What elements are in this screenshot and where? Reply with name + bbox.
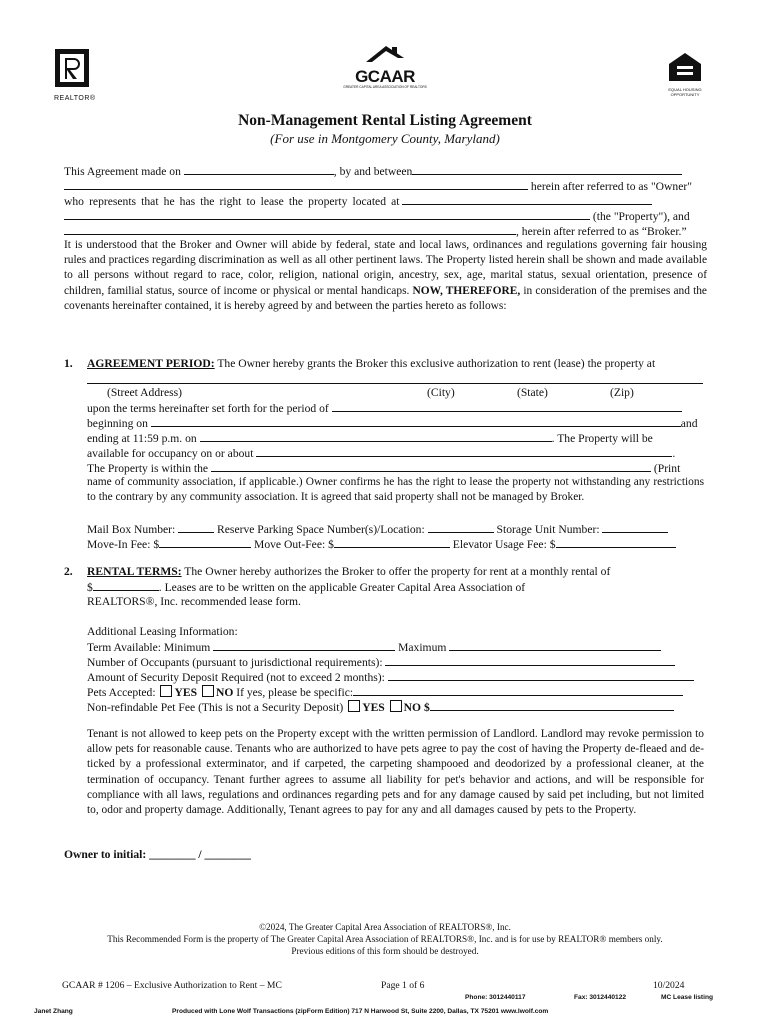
- gcaar-wordmark: GCAAR: [355, 67, 415, 86]
- realtor-logo: [54, 48, 98, 102]
- document-name: MC Lease listing: [660, 994, 713, 1001]
- occupants-line: Number of Occupants (pursuant to jurisdictional requirements):: [87, 654, 675, 669]
- pets-paragraph: Tenant is not allowed to keep pets on the Property except with the written permission of Landlord. Landlord may revoke permission to allow pets for reasonable cause. Tenants who are authorized to have pets agree to pay the cost of having the Property de-fleaed and de-ticked by a professional exterminator, and if carpeted, the carpeting shampooed and deodorized by a professional cleaner, at the termination of occupancy. Tenant further agrees to assume all liability for pet's behavior and actions, and will be responsible for compliance with all laws, regulations and ordinances regarding pets and for any damage caused by said pet including, but not limited to, odor and property damage. Additionally, Tenant agrees to pay for any and all damages caused by pets to the Property.: [87, 728, 704, 817]
- beginning-line: beginning on and: [87, 417, 698, 430]
- section-1-heading-line: AGREEMENT PERIOD: The Owner hereby grants the Broker this exclusive authorization to rent (lease) the property at: [87, 357, 656, 370]
- intro-line-3: who represents that he has the right to lease the property located at: [64, 193, 706, 208]
- pet-fee-field[interactable]: [430, 699, 674, 711]
- pet-fee-yes-checkbox[interactable]: [348, 700, 360, 712]
- monthly-rent-field[interactable]: [93, 579, 159, 591]
- rent-line: $ . Leases are to be written on the applicable Greater Capital Area Association of: [87, 581, 526, 594]
- section-1-number: 1.: [64, 357, 73, 370]
- section-2-heading-line: RENTAL TERMS: The Owner hereby authorizes the Broker to offer the property for rent at a monthly rental of: [87, 565, 611, 578]
- intro-line-2: herein after referred to as "Owner": [64, 178, 706, 193]
- term-maximum-field[interactable]: [449, 639, 661, 651]
- occupants-field[interactable]: [385, 654, 675, 666]
- beginning-field[interactable]: [151, 415, 681, 427]
- pets-no-checkbox[interactable]: [202, 685, 214, 697]
- street-address-label: (Street Address): [107, 386, 183, 399]
- equal-housing-icon: [668, 52, 702, 82]
- section-2-number: 2.: [64, 565, 73, 578]
- ending-line: ending at 11:59 p.m. on . The Property will be: [87, 432, 653, 445]
- term-line: Term Available: Minimum Maximum: [87, 639, 661, 654]
- move-in-fee-field[interactable]: [159, 536, 251, 548]
- broker-name-field[interactable]: [64, 223, 516, 235]
- property-address-field-2[interactable]: [64, 208, 590, 220]
- agreement-date-field[interactable]: [184, 163, 334, 175]
- city-label: (City): [427, 386, 455, 399]
- pets-yes-checkbox[interactable]: [160, 685, 172, 697]
- fax-number: Fax: 3012440122: [574, 994, 627, 1001]
- parking-field[interactable]: [428, 521, 494, 533]
- association-paragraph: name of community association, if applicable.) Owner confirms he has the right to lease the property not withstanding any restrictions to the contrary by any community association. It is agreed that said property shall not be managed by Broker.: [87, 476, 704, 504]
- form-id: GCAAR # 1206 – Exclusive Authorization to Rent – MC: [62, 980, 282, 991]
- page-number: Page 1 of 6: [381, 980, 425, 991]
- owner-name-field[interactable]: [412, 163, 682, 175]
- mailbox-field[interactable]: [178, 521, 214, 533]
- move-out-fee-field[interactable]: [334, 536, 450, 548]
- deposit-line: Amount of Security Deposit Required (not to exceed 2 months):: [87, 669, 694, 684]
- realtors-line: REALTORS®, Inc. recommended lease form.: [87, 595, 301, 608]
- user-name: Janet Zhang: [34, 1008, 73, 1015]
- section-2-heading: RENTAL TERMS:: [87, 565, 182, 578]
- section-1-heading: AGREEMENT PERIOD:: [87, 357, 215, 370]
- zip-label: (Zip): [610, 386, 634, 399]
- fees-line: Move-In Fee: $ Move Out-Fee: $ Elevator Usage Fee: $: [87, 536, 676, 551]
- association-field[interactable]: [211, 460, 651, 472]
- state-label: (State): [517, 386, 548, 399]
- property-address-field[interactable]: [402, 193, 652, 205]
- document-title: Non-Management Rental Listing Agreement: [238, 112, 532, 129]
- form-date: 10/2024: [653, 980, 685, 991]
- equal-housing-caption: EQUAL HOUSING OPPORTUNITY: [668, 87, 702, 97]
- available-line: available for occupancy on or about .: [87, 447, 676, 460]
- intro-line-5: , herein after referred to as “Broker.”: [64, 223, 706, 238]
- term-minimum-field[interactable]: [213, 639, 395, 651]
- property-address-line[interactable]: [87, 383, 703, 384]
- mailbox-line: Mail Box Number: Reserve Parking Space Number(s)/Location: Storage Unit Number:: [87, 521, 668, 536]
- equal-housing-logo: [662, 52, 708, 98]
- footer-notice: [0, 921, 770, 958]
- copyright-line: ©2024, The Greater Capital Area Association of REALTORS®, Inc.: [259, 922, 511, 932]
- period-line: upon the terms hereinafter set forth for the period of: [87, 400, 682, 415]
- realtor-r-icon: [54, 48, 94, 90]
- previous-editions-line: Previous editions of this form should be destroyed.: [291, 946, 479, 957]
- owner-initial-field[interactable]: ________ / ________: [149, 848, 251, 861]
- additional-info-label: Additional Leasing Information:: [87, 625, 238, 638]
- owner-initial-line: Owner to initial: ________ / ________: [64, 848, 251, 861]
- pets-specific-field[interactable]: [353, 684, 683, 696]
- available-date-field[interactable]: [256, 445, 672, 457]
- gcaar-logo: [340, 44, 430, 98]
- intro-line-1: This Agreement made on , by and between: [64, 163, 706, 178]
- pet-fee-line: Non-refindable Pet Fee (This is not a Security Deposit) YES NO $: [87, 699, 674, 714]
- produced-by: Produced with Lone Wolf Transactions (zipForm Edition) 717 N Harwood St, Suite 2200, Dallas, TX 75201 www.lwolf.com: [172, 1008, 549, 1015]
- fair-housing-paragraph: It is understood that the Broker and Owner will abide by federal, state and local laws, ordinances and regulations governing fair housing rules and practices regarding discrimination as well as all other pertinent laws. The Property listed herein shall be shown and made available to all persons without regard to race, color, religion, national origin, ancestry, sex, age, marital status, sexual orientation, presence of children, familial status, source of income or physical or mental handicaps. NOW, THEREFORE, in consideration of the premises and the covenants hereinafter contained, it is hereby agreed by and between the parties hereto as follows:: [64, 239, 707, 312]
- storage-field[interactable]: [602, 521, 668, 533]
- property-notice-line: This Recommended Form is the property of The Greater Capital Area Association of REALTORS®, Inc. and is for use by REALTOR® members only.: [107, 934, 663, 945]
- phone-number: Phone: 3012440117: [465, 994, 526, 1001]
- gcaar-tagline: GREATER CAPITAL AREA ASSOCIATION OF REALTORS: [343, 85, 427, 89]
- deposit-field[interactable]: [388, 669, 694, 681]
- elevator-fee-field[interactable]: [556, 536, 676, 548]
- pets-line: Pets Accepted: YES NO If yes, please be specific:: [87, 684, 683, 699]
- document-subtitle: (For use in Montgomery County, Maryland): [270, 131, 500, 146]
- pet-fee-no-checkbox[interactable]: [390, 700, 402, 712]
- owner-name-field-2[interactable]: [64, 178, 528, 190]
- roof-icon: [362, 44, 408, 64]
- realtor-caption: REALTOR®: [54, 95, 96, 102]
- intro-line-4: (the "Property"), and: [64, 208, 706, 223]
- ending-field[interactable]: [200, 430, 552, 442]
- association-line: The Property is within the (Print: [87, 462, 681, 475]
- period-field[interactable]: [332, 400, 682, 412]
